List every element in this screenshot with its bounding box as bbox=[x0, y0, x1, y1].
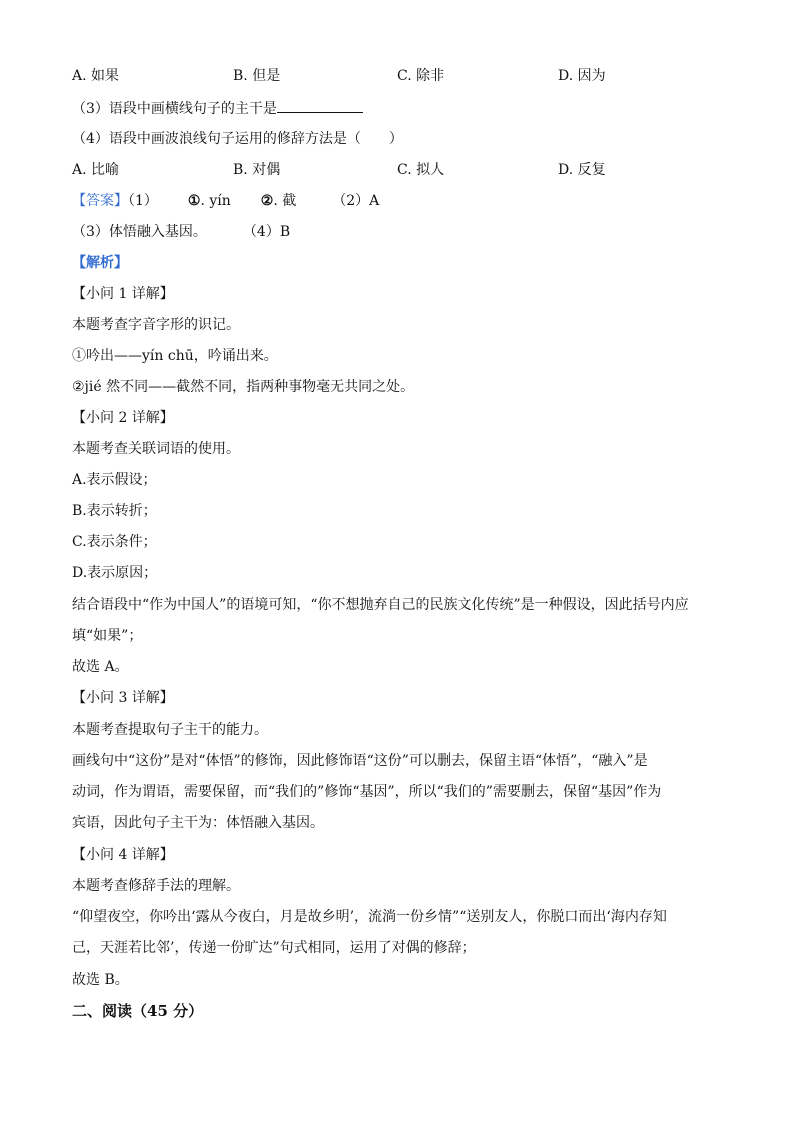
option-d-row2: D. 反复 bbox=[558, 162, 606, 178]
subquestion-2-line: 本题考查关联词语的使用。 bbox=[72, 441, 240, 457]
subquestion-3-line: 动词，作为谓语，需要保留，而“我们的”修饰“基因”，所以“我们的”需要删去，保留“基因”作为 bbox=[72, 784, 662, 800]
answer-part-2: （2）A bbox=[332, 193, 380, 209]
subquestion-2-line: C.表示条件； bbox=[72, 534, 157, 550]
subquestion-1-line: ①吟出——yín chū，吟诵出来。 bbox=[72, 348, 278, 364]
option-c-row2: C. 拟人 bbox=[397, 162, 445, 178]
question-4: （4）语段中画波浪线句子运用的修辞方法是（ ） bbox=[72, 131, 403, 147]
option-c-row1: C. 除非 bbox=[397, 68, 445, 84]
subquestion-4-line: “仰望夜空，你吟出‘露从今夜白，月是故乡明’，流淌一份乡情”“送别友人，你脱口而出‘海内存知 bbox=[72, 909, 667, 925]
subquestion-2-line: 故选 A。 bbox=[72, 659, 129, 675]
answer-part-4: （4）B bbox=[242, 224, 291, 240]
subquestion-4-line: 己，天涯若比邻’，传递一份旷达”句式相同，运用了对偶的修辞； bbox=[72, 940, 476, 956]
option-b-row1: B. 但是 bbox=[233, 68, 281, 84]
subquestion-3-line: 宾语，因此句子主干为：体悟融入基因。 bbox=[72, 815, 324, 831]
option-d-row1: D. 因为 bbox=[558, 68, 606, 84]
subquestion-2-line: 填“如果”； bbox=[72, 628, 143, 644]
answer-part-3: （3）体悟融入基因。 bbox=[72, 224, 207, 240]
circled-one: ① bbox=[187, 193, 201, 209]
subquestion-1-line: 本题考查字音字形的识记。 bbox=[72, 317, 240, 333]
answer-blank bbox=[277, 98, 363, 113]
option-b-row2: B. 对偶 bbox=[233, 162, 281, 178]
subquestion-3-line: 画线句中“这份”是对“体悟”的修饰，因此修饰语“这份”可以删去，保留主语“体悟”，“融入”是 bbox=[72, 753, 648, 769]
answer-tag: 【答案】 bbox=[72, 193, 128, 209]
subquestion-4-heading: 【小问 4 详解】 bbox=[72, 847, 174, 863]
subquestion-2-line: A.表示假设； bbox=[72, 472, 157, 488]
question-3 bbox=[72, 98, 363, 119]
answer-part-1: （1） bbox=[128, 193, 158, 209]
option-a-row1: A. 如果 bbox=[72, 68, 120, 84]
circled-two: ② bbox=[260, 193, 274, 209]
subquestion-3-heading: 【小问 3 详解】 bbox=[72, 690, 174, 706]
subquestion-2-line: B.表示转折； bbox=[72, 503, 157, 519]
answer-2-value: . 截 bbox=[273, 193, 297, 209]
subquestion-2-line: 结合语段中“作为中国人”的语境可知，“你不想抛弃自己的民族文化传统”是一种假设，因此括号内应 bbox=[72, 597, 689, 613]
subquestion-4-line: 故选 B。 bbox=[72, 972, 129, 988]
answer-1-value: . yín bbox=[200, 193, 231, 209]
subquestion-1-line: ②jié 然不同——截然不同，指两种事物毫无共同之处。 bbox=[72, 379, 415, 395]
subquestion-2-heading: 【小问 2 详解】 bbox=[72, 410, 174, 426]
subquestion-1-heading: 【小问 1 详解】 bbox=[72, 286, 174, 302]
subquestion-4-line: 本题考查修辞手法的理解。 bbox=[72, 878, 240, 894]
analysis-tag: 【解析】 bbox=[72, 255, 128, 271]
answer-line-1 bbox=[72, 191, 379, 211]
answer-line-2 bbox=[72, 222, 290, 242]
subquestion-2-line: D.表示原因； bbox=[72, 565, 158, 581]
option-a-row2: A. 比喻 bbox=[72, 162, 120, 178]
section-title: 二、阅读（45 分） bbox=[72, 1002, 204, 1020]
question-3-text: （3）语段中画横线句子的主干是 bbox=[72, 101, 277, 117]
subquestion-3-line: 本题考查提取句子主干的能力。 bbox=[72, 722, 268, 738]
